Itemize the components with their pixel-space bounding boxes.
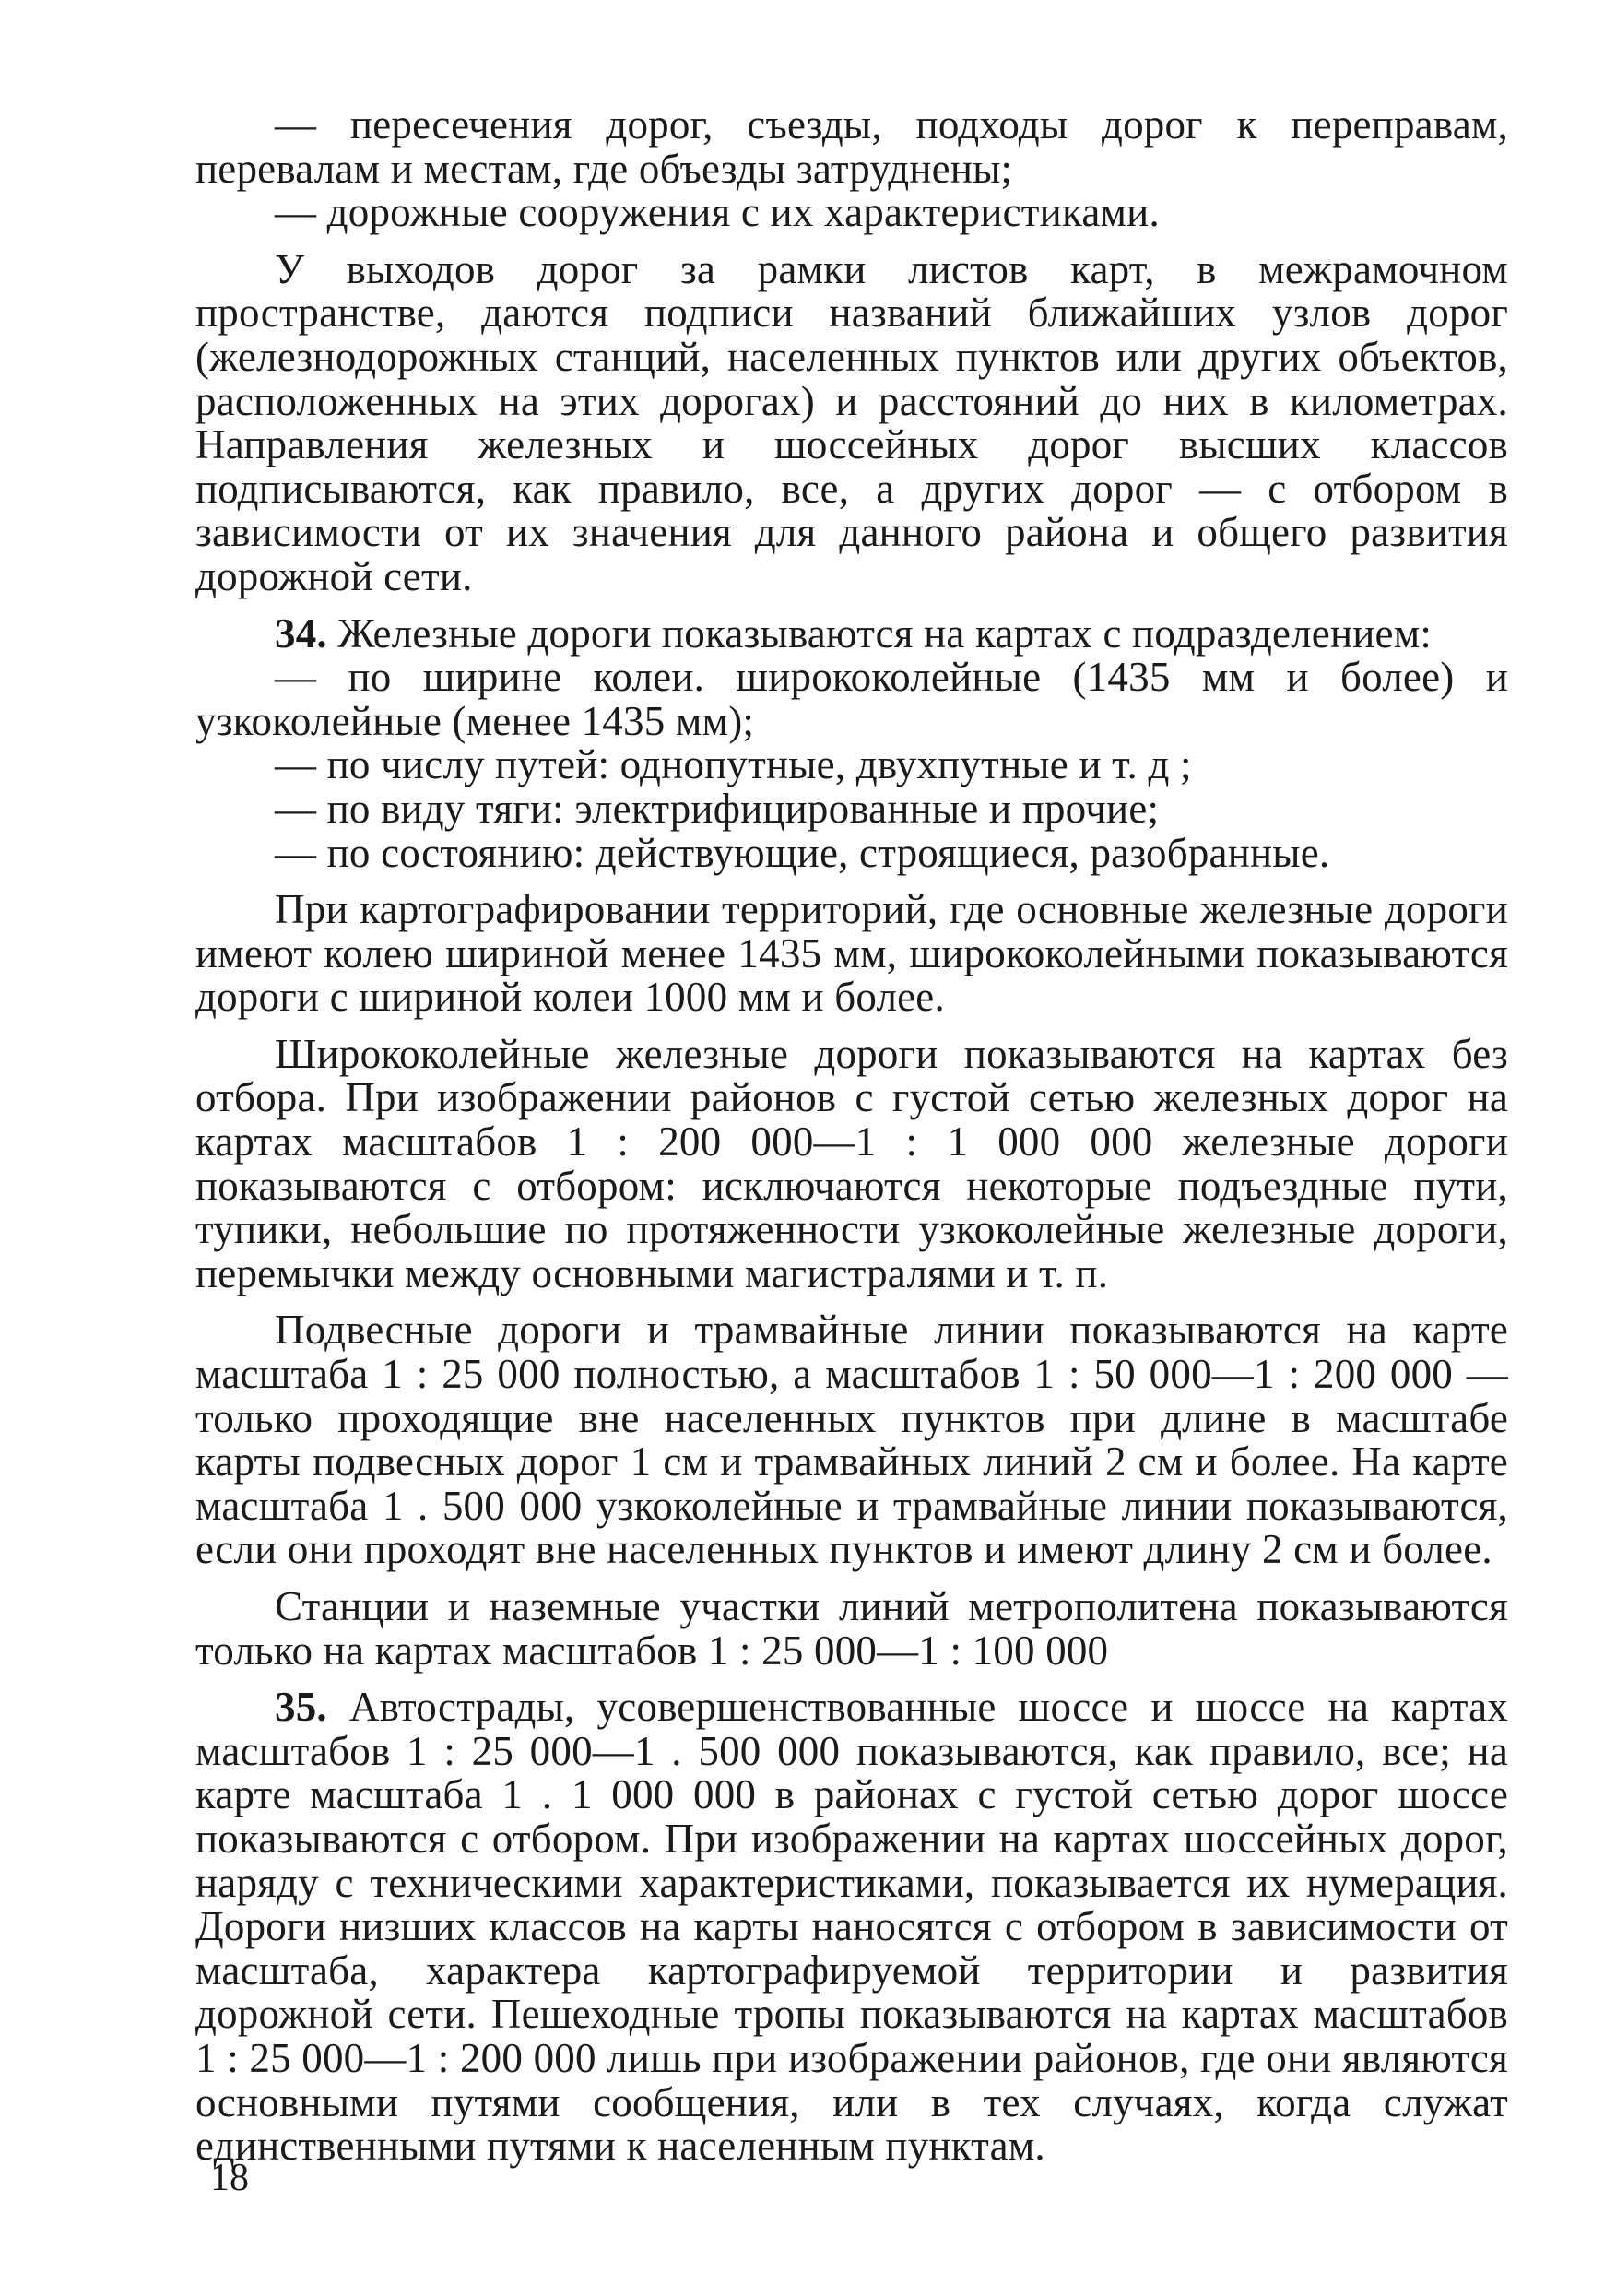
paragraph-section-35 xyxy=(195,1686,1508,2169)
list-item-gauge: — по ширине колеи. ширококолейные (1435 мм и более) и узкоколейные (менее 1435 мм); xyxy=(195,654,1508,744)
paragraph-crossings: — пересечения дорог, съезды, подходы дорог к переправам, перевалам и местам, где объезды затруднены; xyxy=(195,101,1508,192)
section-number-35: 35. xyxy=(275,1684,327,1731)
paragraph-road-exits: У выходов дорог за рамки листов карт, в межрамочном пространстве, даются подписи названий ближайших узлов дорог (железнодорожных станций, населенных пунктов или других объектов, расположенных на этих дорогах) и расстояний до них в километрах. Направления железных и шоссейных дорог высших классов подписываются, как правило, все, а других дорог — с отбором в зависимости от их значения для данного района и общего развития дорожной сети. xyxy=(195,245,1508,599)
paragraph-section-34 xyxy=(195,612,1508,657)
paragraph-narrow-gauge-territories: При картографировании территорий, где основные железные дороги имеют колею шириной менее 1435 мм, ширококолейными показываются дороги с шириной колеи 1000 мм и более. xyxy=(195,886,1508,1021)
page-number: 18 xyxy=(210,2157,249,2199)
paragraph-structures: — дорожные сооружения с их характеристиками. xyxy=(275,189,1160,236)
section-number-34: 34. xyxy=(275,610,327,657)
list-item-state: — по состоянию: действующие, строящиеся, разобранные. xyxy=(275,829,1330,876)
section-35-text: Автострады, усовершенствованные шоссе и шоссе на картах масштабов 1 : 25 000—1 . 500 000 показываются, как правило, все; на карте масштаба 1 . 1 000 000 в районах с густой сетью дорог шоссе показываются с отбором. При изображении на картах шоссейных дорог, наряду с техническими характеристиками, показывается их нумерация. Дороги низших классов на карты наносятся с отбором в зависимости от масштаба, характера картографируемой территории и развития дорожной сети. Пешеходные тропы показываются на картах масштабов 1 : 25 000—1 : 200 000 лишь при изображении районов, где они являются основными путями сообщения, или в тех случаях, когда служат единственными путями к населенным пунктам. xyxy=(195,1684,1508,2170)
page-body xyxy=(195,103,1508,2169)
paragraph-metro: Станции и наземные участки линий метрополитена показываются только на картах масштабов 1 : 25 000—1 : 100 000 xyxy=(195,1583,1508,1674)
paragraph-cable-tram: Подвесные дороги и трамвайные линии показываются на карте масштаба 1 : 25 000 полностью, а масштабов 1 : 50 000—1 : 200 000 — только проходящие вне населенных пунктов при длине в масштабе карты подвесных дорог 1 см и трамвайных линий 2 см и более. На карте масштаба 1 . 500 000 узкоколейные и трамвайные линии показываются, если они проходят вне населенных пунктов и имеют длину 2 см и более. xyxy=(195,1307,1508,1573)
list-item-traction: — по виду тяги: электрифицированные и прочие; xyxy=(275,785,1160,832)
paragraph-broad-gauge: Ширококолейные железные дороги показываются на картах без отбора. При изображении районов с густой сетью железных дорог на картах масштабов 1 : 200 000—1 : 1 000 000 железные дороги показываются с отбором: исключаются некоторые подъездные пути, тупики, небольшие по протяженности узкоколейные железные дороги, перемычки между основными магистралями и т. п. xyxy=(195,1030,1508,1296)
section-34-text: Железные дороги показываются на картах с подразделением: xyxy=(337,610,1433,657)
list-item-tracks: — по числу путей: однопутные, двухпутные и т. д ; xyxy=(275,741,1192,788)
